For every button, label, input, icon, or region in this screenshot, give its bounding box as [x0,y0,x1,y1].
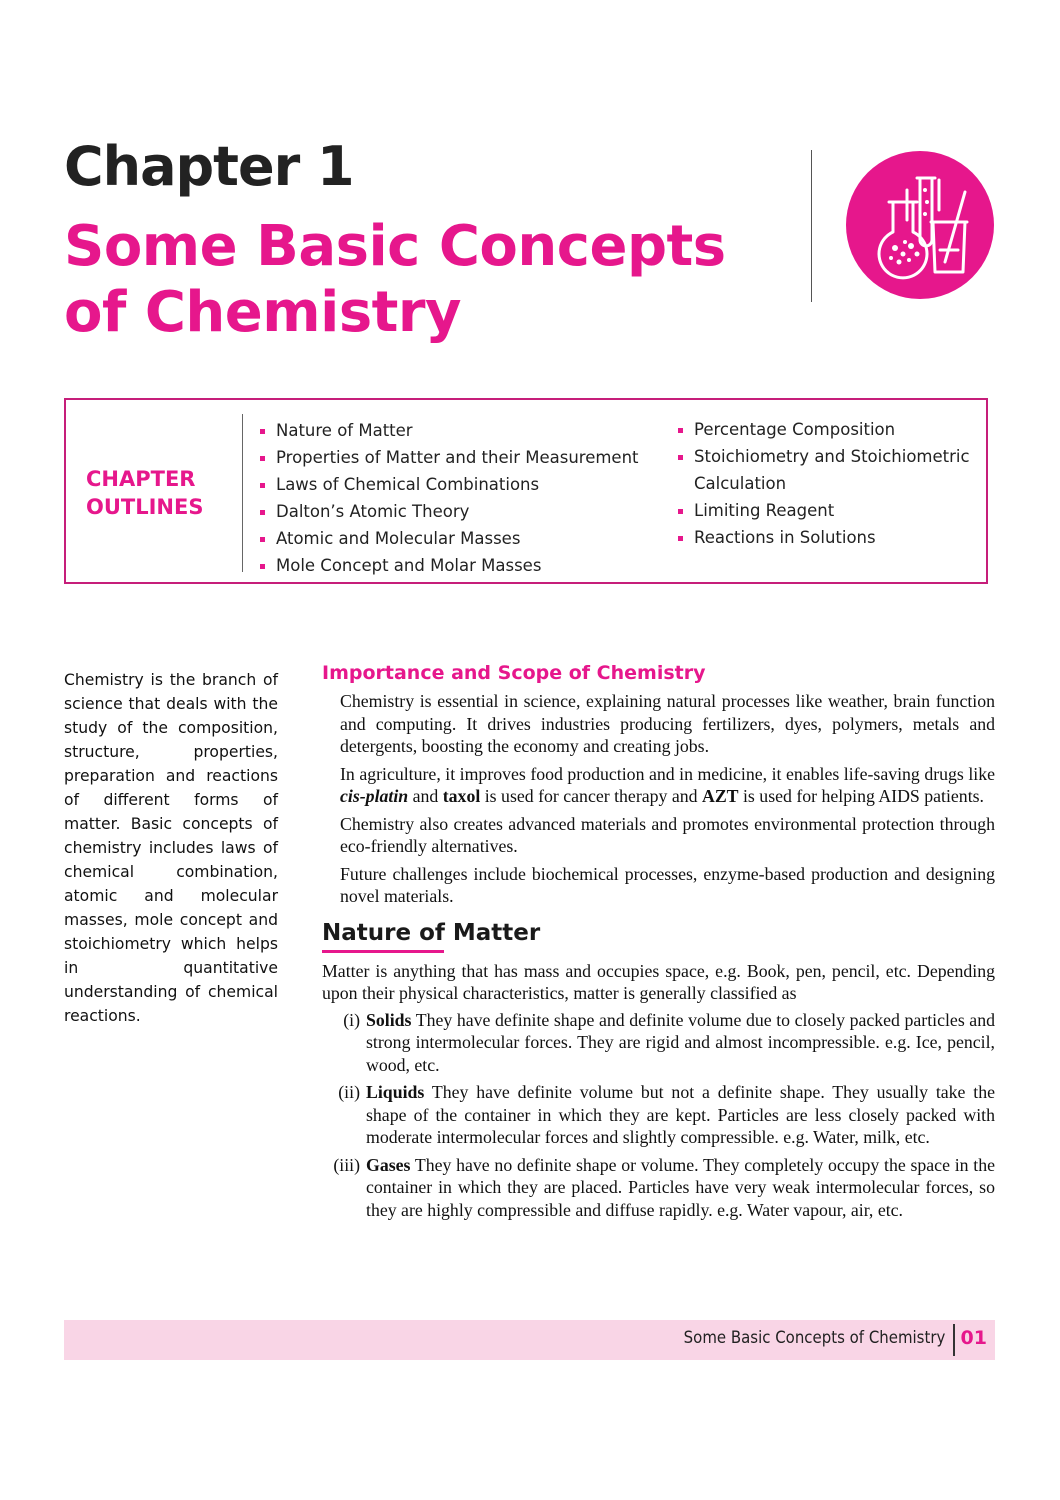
item-number: (iii) [333,1154,360,1175]
outline-item: Dalton’s Atomic Theory [258,498,639,525]
sidebar-summary: Chemistry is the branch of science that deals with the study of the composition, structure, properties, preparation and reactions of different forms of matter. Basic concepts of chemistry includes laws of chemical combination, atomic and molecular masses, mole concept and stoichiometry which helps in quantitative understanding of chemical reactions. [64,671,278,1025]
main-content [322,662,995,1226]
chapter-title-line2: of Chemistry [64,280,462,345]
outline-item: Properties of Matter and their Measurement [258,444,639,471]
importance-heading: Importance and Scope of Chemistry [322,662,706,684]
drug-name-azt: AZT [701,786,739,806]
importance-paragraph-3: Chemistry also creates advanced materials and promotes environmental protection through eco-friendly alternatives. [340,813,995,856]
item-text: They have definite volume but not a definite shape. They usually take the shape of the container in which they are kept. Particles are less closely packed with moderate intermolecular forces and slightly compressible. e.g. Water, milk, etc. [366,1082,995,1147]
page-footer [64,1320,995,1360]
item-text: They have definite shape and definite volume due to closely packed particles and strong intermolecular forces. They are rigid and almost incompressible. e.g. Ice, pencil, wood, etc. [366,1009,995,1075]
outline-item: Laws of Chemical Combinations [258,471,639,498]
outline-heading-line1: CHAPTER [86,467,196,491]
list-item [322,1081,995,1149]
text-run: is used for helping AIDS patients. [738,786,985,806]
chapter-title-line1: Some Basic Concepts [64,214,726,279]
outline-item: Percentage Composition [676,416,976,443]
item-number: (ii) [338,1082,360,1102]
outline-item: Reactions in Solutions [676,524,976,551]
item-number: (i) [343,1009,360,1030]
footer-divider [953,1324,955,1356]
list-item [322,1009,995,1077]
item-term: Solids [366,1009,412,1030]
item-text: They have no definite shape or volume. They completely occupy the space in the container in which they are placed. Particles have very weak intermolecular forces, so they are highly compressible and diffuse rapidly. e.g. Water vapour, air, etc. [366,1154,995,1220]
item-body [366,1154,995,1222]
matter-intro: Matter is anything that has mass and occupies space, e.g. Book, pen, pencil, etc. Depending upon their physical characteristics, matter is generally classified as [322,960,995,1003]
list-item [322,1154,995,1222]
header-divider [811,150,812,302]
outline-item: Stoichiometry and Stoichiometric Calculation [676,443,976,497]
importance-paragraph-4: Future challenges include biochemical processes, enzyme-based production and designing novel materials. [340,863,995,906]
outline-divider [242,414,243,572]
drug-name-cisplatin: cis-platin [340,786,409,806]
drug-name-taxol: taxol [442,786,481,806]
outline-item: Nature of Matter [258,417,639,444]
importance-paragraph-2 [340,763,995,808]
item-term: Liquids [366,1082,425,1102]
lab-glassware-icon [845,150,995,300]
text-run: is used for cancer therapy and [480,786,702,806]
item-term: Gases [366,1154,411,1175]
item-body [366,1009,995,1077]
chapter-title [64,214,804,346]
text-run: and [408,786,443,806]
outline-item: Atomic and Molecular Masses [258,525,639,552]
chapter-label: Chapter 1 [64,135,354,198]
outline-item: Mole Concept and Molar Masses [258,552,639,579]
importance-paragraph-1: Chemistry is essential in science, explaining natural processes like weather, brain function and computing. It drives industries producing fertilizers, dyes, polymers, metals and detergents, boosting the economy and creating jobs. [340,691,995,756]
outline-list-right [676,416,976,551]
footer-title: Some Basic Concepts of Chemistry [683,1328,945,1348]
page-number: 01 [960,1327,987,1349]
outline-item: Limiting Reagent [676,497,976,524]
heading-underline [322,950,444,953]
item-body [366,1081,995,1149]
chapter-outline-heading [86,465,203,521]
text-run: In agriculture, it improves food production and in medicine, it enables life-saving drugs like [340,763,995,784]
outline-list-left [258,417,639,579]
nature-of-matter-heading: Nature of Matter [322,919,541,946]
outline-heading-line2: OUTLINES [86,495,204,519]
